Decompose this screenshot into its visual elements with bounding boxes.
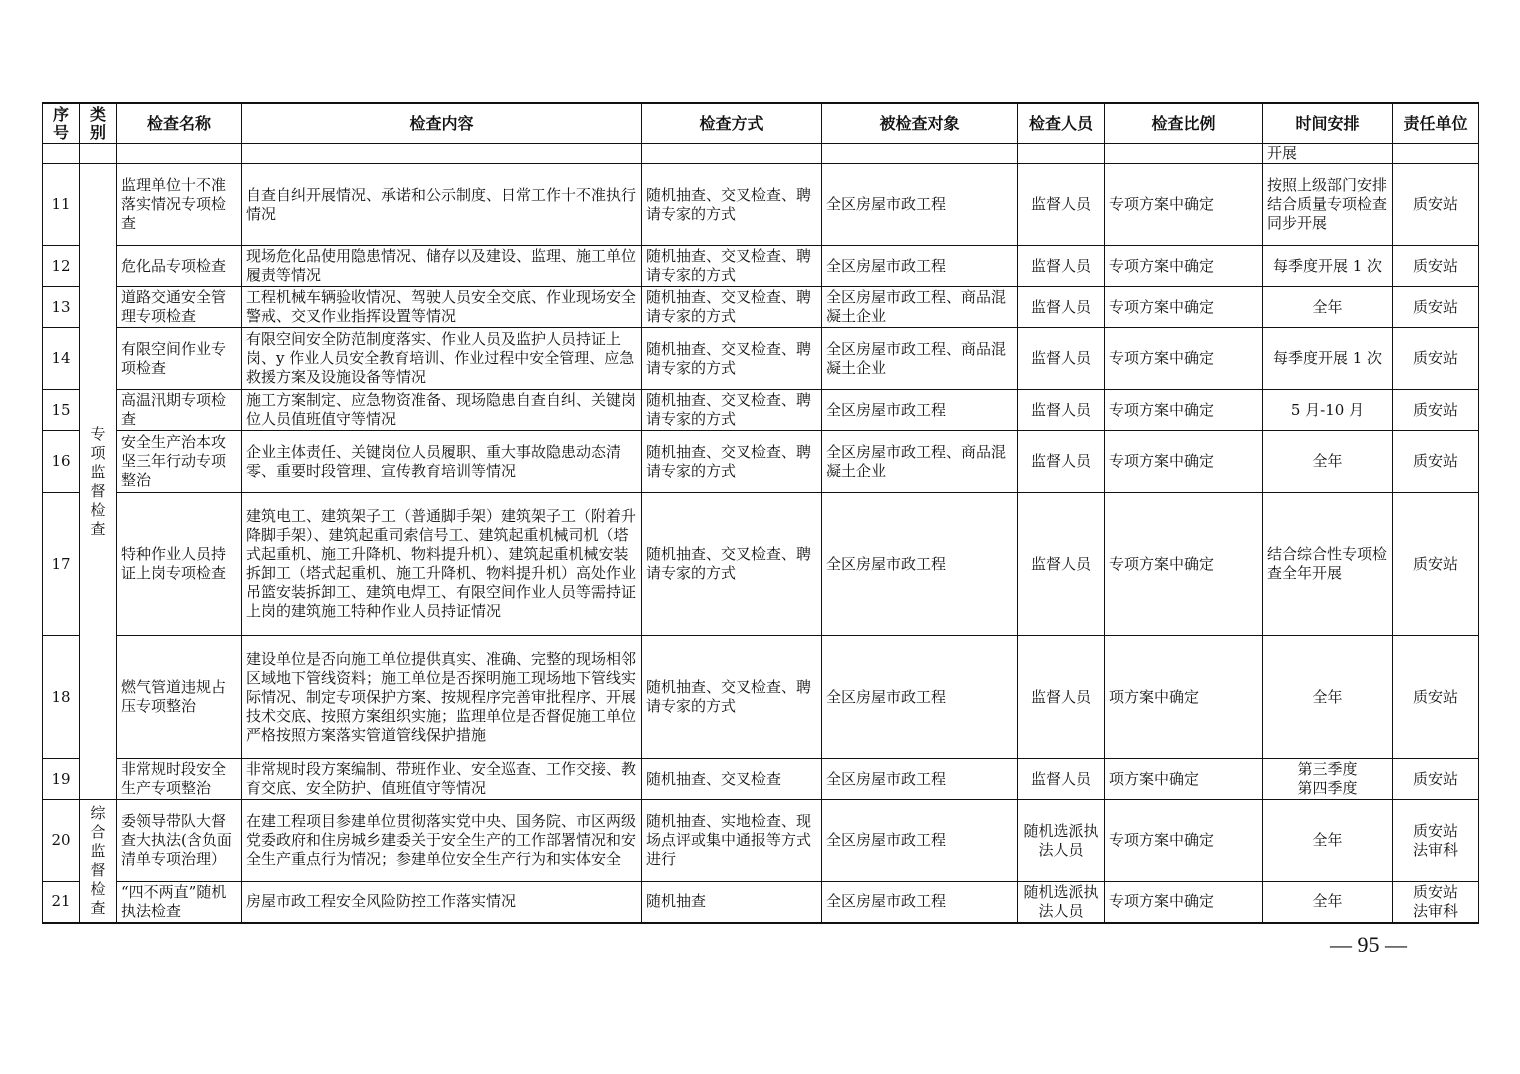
check-target: 全区房屋市政工程: [822, 882, 1018, 923]
responsible-unit: 质安站 法审科: [1393, 800, 1479, 882]
check-staff: 监督人员: [1018, 246, 1105, 287]
check-target: 全区房屋市政工程: [822, 800, 1018, 882]
check-target: 全区房屋市政工程: [822, 164, 1018, 246]
check-content: 企业主体责任、关键岗位人员履职、重大事故隐患动态清零、重要时段管理、宣传教育培训等情况: [242, 431, 642, 493]
check-target: 全区房屋市政工程、商品混凝土企业: [822, 287, 1018, 328]
time-schedule: 第三季度 第四季度: [1263, 759, 1393, 800]
header-cell: 检查名称: [117, 103, 242, 144]
check-staff: 监督人员: [1018, 636, 1105, 759]
check-method: 随机抽查、实地检查、现场点评或集中通报等方式进行: [642, 800, 822, 882]
check-content: 施工方案制定、应急物资准备、现场隐患自查自纠、关键岗位人员值班值守等情况: [242, 390, 642, 431]
check-target: 全区房屋市政工程、商品混凝土企业: [822, 431, 1018, 493]
check-ratio: 专项方案中确定: [1105, 246, 1263, 287]
check-staff: 监督人员: [1018, 431, 1105, 493]
table-row: [43, 287, 1479, 328]
table-row: [43, 246, 1479, 287]
check-target: 全区房屋市政工程: [822, 636, 1018, 759]
time-schedule: 全年: [1263, 431, 1393, 493]
check-ratio: 专项方案中确定: [1105, 882, 1263, 923]
time-schedule: 全年: [1263, 882, 1393, 923]
check-staff: 随机选派执法人员: [1018, 882, 1105, 923]
check-ratio: 专项方案中确定: [1105, 287, 1263, 328]
time-schedule: 5 月-10 月: [1263, 390, 1393, 431]
check-method: 随机抽查: [642, 882, 822, 923]
check-method: 随机抽查、交叉检查: [642, 759, 822, 800]
check-target: 全区房屋市政工程: [822, 390, 1018, 431]
check-staff: 监督人员: [1018, 759, 1105, 800]
responsible-unit: 质安站: [1393, 287, 1479, 328]
check-name: 委领导带队大督查大执法(含负面清单专项治理）: [117, 800, 242, 882]
check-name: 有限空间作业专项检查: [117, 328, 242, 390]
table-row: [43, 390, 1479, 431]
page-number: — 95 —: [1330, 932, 1407, 957]
check-staff: 监督人员: [1018, 287, 1105, 328]
check-ratio: 项方案中确定: [1105, 759, 1263, 800]
check-content: 有限空间安全防范制度落实、作业人员及监护人员持证上岗、y 作业人员安全教育培训、作业过程中安全管理、应急救援方案及设施设备等情况: [242, 328, 642, 390]
check-name: 危化品专项检查: [117, 246, 242, 287]
header-cell: 检查比例: [1105, 103, 1263, 144]
check-content: 房屋市政工程安全风险防控工作落实情况: [242, 882, 642, 923]
header-cell: 时间安排: [1263, 103, 1393, 144]
row-number: 18: [43, 636, 80, 759]
check-content: 建筑电工、建筑架子工（普通脚手架）建筑架子工（附着升降脚手架）、建筑起重司索信号工、建筑起重机械司机（塔式起重机、施工升降机、物料提升机）、建筑起重机械安装拆卸工（塔式起重机、施工升降机、物料提升机）高处作业吊篮安装拆卸工、建筑电焊工、有限空间作业人员等需持证上岗的建筑施工特种作业人员持证情况: [242, 493, 642, 636]
check-ratio: 专项方案中确定: [1105, 493, 1263, 636]
responsible-unit: 质安站: [1393, 636, 1479, 759]
row-number: 12: [43, 246, 80, 287]
header-row: [43, 103, 1479, 144]
check-name: 特种作业人员持证上岗专项检查: [117, 493, 242, 636]
responsible-unit: 质安站 法审科: [1393, 882, 1479, 923]
responsible-unit: 质安站: [1393, 246, 1479, 287]
time-schedule: 全年: [1263, 287, 1393, 328]
check-name: “四不两直”随机执法检查: [117, 882, 242, 923]
table-row: [43, 800, 1479, 882]
row-number: 11: [43, 164, 80, 246]
check-method: 随机抽查、交叉检查、聘请专家的方式: [642, 164, 822, 246]
table-row: [43, 164, 1479, 246]
header-cell: 被检查对象: [822, 103, 1018, 144]
row-number: 15: [43, 390, 80, 431]
check-target: 全区房屋市政工程、商品混凝土企业: [822, 328, 1018, 390]
row-number: 17: [43, 493, 80, 636]
row-number: 16: [43, 431, 80, 493]
check-name: 道路交通安全管理专项检查: [117, 287, 242, 328]
row-number: 13: [43, 287, 80, 328]
check-target: 全区房屋市政工程: [822, 493, 1018, 636]
continuation-row: [43, 144, 1479, 164]
check-method: 随机抽查、交叉检查、聘请专家的方式: [642, 431, 822, 493]
check-target: 全区房屋市政工程: [822, 246, 1018, 287]
time-schedule: 按照上级部门安排结合质量专项检查同步开展: [1263, 164, 1393, 246]
time-cell: 开展: [1263, 144, 1393, 164]
header-cell: 责任单位: [1393, 103, 1479, 144]
time-schedule: 结合综合性专项检查全年开展: [1263, 493, 1393, 636]
category-cell: 综 合 监 督 检 查: [80, 800, 117, 923]
check-content: 非常规时段方案编制、带班作业、安全巡查、工作交接、教育交底、安全防护、值班值守等情况: [242, 759, 642, 800]
responsible-unit: 质安站: [1393, 328, 1479, 390]
check-name: 安全生产治本攻坚三年行动专项整治: [117, 431, 242, 493]
check-staff: 随机选派执法人员: [1018, 800, 1105, 882]
time-schedule: 全年: [1263, 800, 1393, 882]
table-row: [43, 759, 1479, 800]
responsible-unit: 质安站: [1393, 493, 1479, 636]
check-ratio: 专项方案中确定: [1105, 390, 1263, 431]
check-method: 随机抽查、交叉检查、聘请专家的方式: [642, 287, 822, 328]
table-row: [43, 636, 1479, 759]
time-schedule: 每季度开展 1 次: [1263, 328, 1393, 390]
check-staff: 监督人员: [1018, 390, 1105, 431]
time-schedule: 全年: [1263, 636, 1393, 759]
check-target: 全区房屋市政工程: [822, 759, 1018, 800]
check-staff: 监督人员: [1018, 493, 1105, 636]
header-cell: 检查方式: [642, 103, 822, 144]
responsible-unit: 质安站: [1393, 431, 1479, 493]
check-content: 自查自纠开展情况、承诺和公示制度、日常工作十不准执行情况: [242, 164, 642, 246]
table-row: [43, 431, 1479, 493]
check-name: 监理单位十不准落实情况专项检查: [117, 164, 242, 246]
check-ratio: 专项方案中确定: [1105, 800, 1263, 882]
header-cell: 检查人员: [1018, 103, 1105, 144]
row-number: 14: [43, 328, 80, 390]
check-staff: 监督人员: [1018, 164, 1105, 246]
row-number: 20: [43, 800, 80, 882]
check-content: 工程机械车辆验收情况、驾驶人员安全交底、作业现场安全警戒、交叉作业指挥设置等情况: [242, 287, 642, 328]
check-ratio: 专项方案中确定: [1105, 431, 1263, 493]
table-row: [43, 328, 1479, 390]
responsible-unit: 质安站: [1393, 759, 1479, 800]
check-content: 建设单位是否向施工单位提供真实、准确、完整的现场相邻区域地下管线资料；施工单位是否探明施工现场地下管线实际情况、制定专项保护方案、按规程序完善审批程序、开展技术交底、按照方案组织实施；监理单位是否督促施工单位严格按照方案落实管道管线保护措施: [242, 636, 642, 759]
header-cell: 序号: [43, 103, 80, 144]
check-method: 随机抽查、交叉检查、聘请专家的方式: [642, 246, 822, 287]
check-name: 非常规时段安全生产专项整治: [117, 759, 242, 800]
check-name: 燃气管道违规占压专项整治: [117, 636, 242, 759]
table-row: [43, 882, 1479, 923]
responsible-unit: 质安站: [1393, 164, 1479, 246]
check-method: 随机抽查、交叉检查、聘请专家的方式: [642, 390, 822, 431]
responsible-unit: 质安站: [1393, 390, 1479, 431]
check-method: 随机抽查、交叉检查、聘请专家的方式: [642, 636, 822, 759]
check-name: 高温汛期专项检查: [117, 390, 242, 431]
row-number: 21: [43, 882, 80, 923]
row-number: 19: [43, 759, 80, 800]
check-ratio: 专项方案中确定: [1105, 164, 1263, 246]
category-cell: 专 项 监 督 检 查: [80, 164, 117, 800]
check-method: 随机抽查、交叉检查、聘请专家的方式: [642, 493, 822, 636]
time-schedule: 每季度开展 1 次: [1263, 246, 1393, 287]
table-row: [43, 493, 1479, 636]
check-content: 现场危化品使用隐患情况、储存以及建设、监理、施工单位履责等情况: [242, 246, 642, 287]
check-ratio: 专项方案中确定: [1105, 328, 1263, 390]
check-ratio: 项方案中确定: [1105, 636, 1263, 759]
inspection-table: [42, 102, 1479, 924]
header-cell: 类别: [80, 103, 117, 144]
check-staff: 监督人员: [1018, 328, 1105, 390]
header-cell: 检查内容: [242, 103, 642, 144]
check-method: 随机抽查、交叉检查、聘请专家的方式: [642, 328, 822, 390]
check-content: 在建工程项目参建单位贯彻落实党中央、国务院、市区两级党委政府和住房城乡建委关于安全生产的工作部署情况和安全生产重点行为情况；参建单位安全生产行为和实体安全: [242, 800, 642, 882]
